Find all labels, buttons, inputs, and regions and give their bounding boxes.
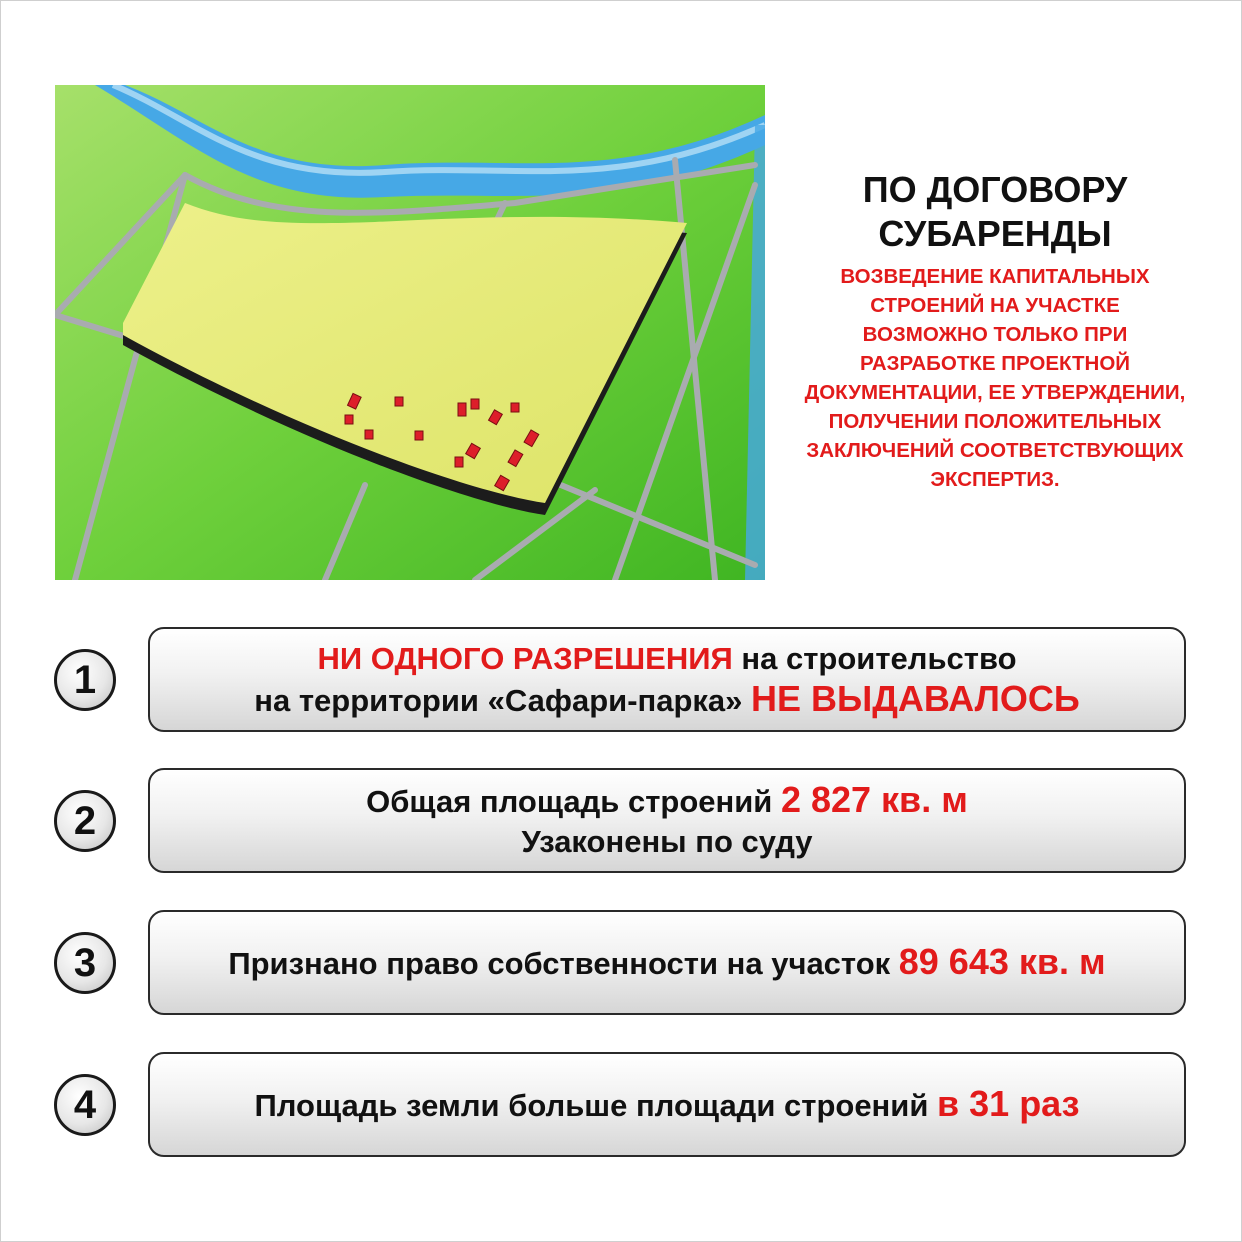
fact-item-4 [40,1052,1200,1157]
note-line: ВОЗМОЖНО ТОЛЬКО ПРИ [862,323,1128,346]
fact-box [148,910,1186,1015]
fact-item-1 [40,627,1200,732]
fact-text: Площадь земли больше площади строений [254,1087,938,1123]
fact-box [148,627,1186,732]
number-badge: 2 [54,790,116,852]
fact-text: Признано право собственности на участок [228,945,899,981]
construction-note [790,262,1200,494]
agreement-heading [790,168,1200,494]
number-badge: 3 [54,932,116,994]
fact-item-3 [40,910,1200,1015]
number-badge: 1 [54,649,116,711]
note-line: ЗАКЛЮЧЕНИЙ СООТВЕТСТВУЮЩИХ [806,439,1184,462]
fact-line [228,942,1105,984]
fact-text: Общая площадь строений [366,783,781,819]
fact-highlight: в 31 раз [937,1082,1080,1124]
fact-box [148,1052,1186,1157]
number-badge: 4 [54,1074,116,1136]
note-line: СТРОЕНИЙ НА УЧАСТКЕ [870,294,1120,317]
note-line: РАЗРАБОТКЕ ПРОЕКТНОЙ [859,352,1131,375]
note-line: ПОЛУЧЕНИИ ПОЛОЖИТЕЛЬНЫХ [828,410,1162,433]
fact-highlight: НИ ОДНОГО РАЗРЕШЕНИЯ [317,640,733,676]
fact-text: на строительство [732,640,1017,676]
fact-line [254,679,1079,721]
fact-item-2 [40,768,1200,873]
land-plot-map [55,85,765,580]
fact-line [317,639,1016,679]
fact-highlight: 89 643 кв. м [898,940,1106,982]
fact-line [366,780,968,822]
note-line: ЭКСПЕРТИЗ. [930,468,1060,491]
fact-line: Узаконены по суду [521,823,813,859]
note-line: ДОКУМЕНТАЦИИ, ЕЕ УТВЕРЖДЕНИИ, [804,381,1186,404]
fact-box [148,768,1186,873]
fact-text: на территории «Сафари-парка» [254,682,752,718]
fact-highlight: НЕ ВЫДАВАЛОСЬ [751,677,1080,719]
note-line: ВОЗВЕДЕНИЕ КАПИТАЛЬНЫХ [840,265,1150,288]
heading-title-line2: СУБАРЕНДЫ [878,213,1112,254]
heading-title-line1: ПО ДОГОВОРУ [862,169,1128,210]
fact-highlight: 2 827 кв. м [780,778,968,820]
fact-line [254,1084,1079,1126]
